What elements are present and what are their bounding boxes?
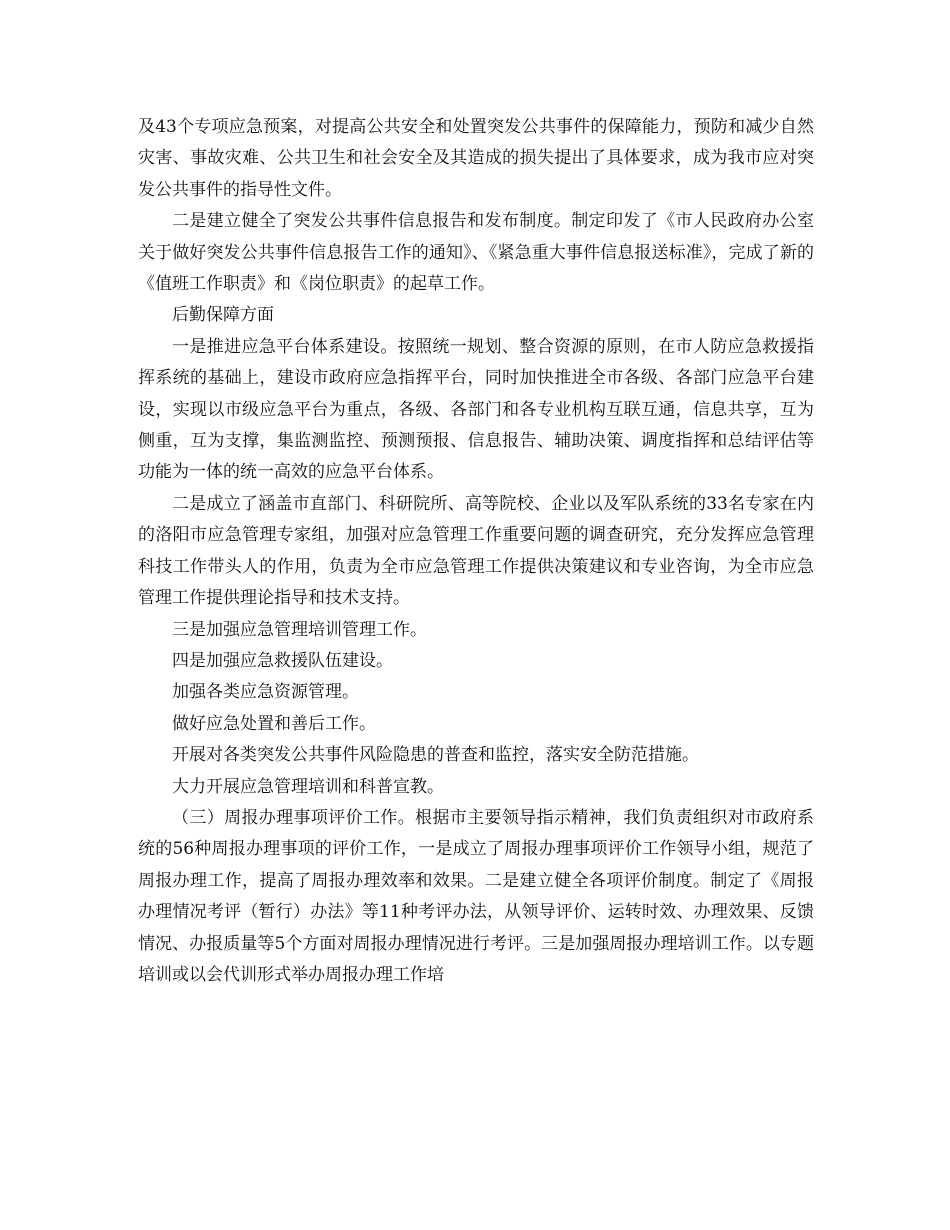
document-body (138, 112, 814, 991)
section-heading-logistics: 后勤保障方面 (172, 305, 274, 326)
paragraph-5: 二是成立了涵盖市直部门、科研院所、高等院校、企业以及军队系统的33名专家在内的洛阳市应急管理专家组，加强对应急管理工作重要问题的调查研究，充分发挥应急管理科技工作带头人的作用，负责为全市应急管理工作提供决策建议和专业咨询，为全市应急管理工作提供理论指导和技术支持。 (138, 493, 814, 609)
paragraph-6: 三是加强应急管理培训管理工作。 (172, 619, 427, 640)
paragraph-1: 及43个专项应急预案，对提高公共安全和处置突发公共事件的保障能力，预防和减少自然灾害、事故灾难、公共卫生和社会安全及其造成的损失提出了具体要求，成为我市应对突发公共事件的指导性文件。 (138, 117, 814, 200)
paragraph-12: （三）周报办理事项评价工作。根据市主要领导指示精神，我们负责组织对市政府系统的56种周报办理事项的评价工作，一是成立了周报办理事项评价工作领导小组，规范了周报办理工作，提高了周报办理效率和效果。二是建立健全各项评价制度。制定了《周报办理情况考评（暂行）办法》等11种考评办法，从领导评价、运转时效、办理效果、反馈情况、办报质量等5个方面对周报办理情况进行考评。三是加强周报办理培训工作。以专题培训或以会代训形式举办周报办理工作培 (138, 807, 814, 985)
paragraph-8: 加强各类应急资源管理。 (172, 682, 359, 703)
paragraph-11: 大力开展应急管理培训和科普宣教。 (172, 776, 444, 797)
paragraph-2: 二是建立健全了突发公共事件信息报告和发布制度。制定印发了《市人民政府办公室关于做好突发公共事件信息报告工作的通知》、《紧急重大事件信息报送标准》，完成了新的《值班工作职责》和《岗位职责》的起草工作。 (138, 211, 814, 295)
paragraph-7: 四是加强应急救援队伍建设。 (172, 650, 393, 671)
paragraph-10: 开展对各类突发公共事件风险隐患的普查和监控，落实安全防范措施。 (172, 745, 699, 766)
paragraph-9: 做好应急处置和善后工作。 (172, 713, 376, 734)
paragraph-4: 一是推进应急平台体系建设。按照统一规划、整合资源的原则，在市人防应急救援指挥系统的基础上，建设市政府应急指挥平台，同时加快推进全市各级、各部门应急平台建设，实现以市级应急平台为重点，各级、各部门和各专业机构互联互通，信息共享，互为侧重，互为支撑，集监测监控、预测预报、信息报告、辅助决策、调度指挥和总结评估等功能为一体的统一高效的应急平台体系。 (138, 336, 814, 483)
